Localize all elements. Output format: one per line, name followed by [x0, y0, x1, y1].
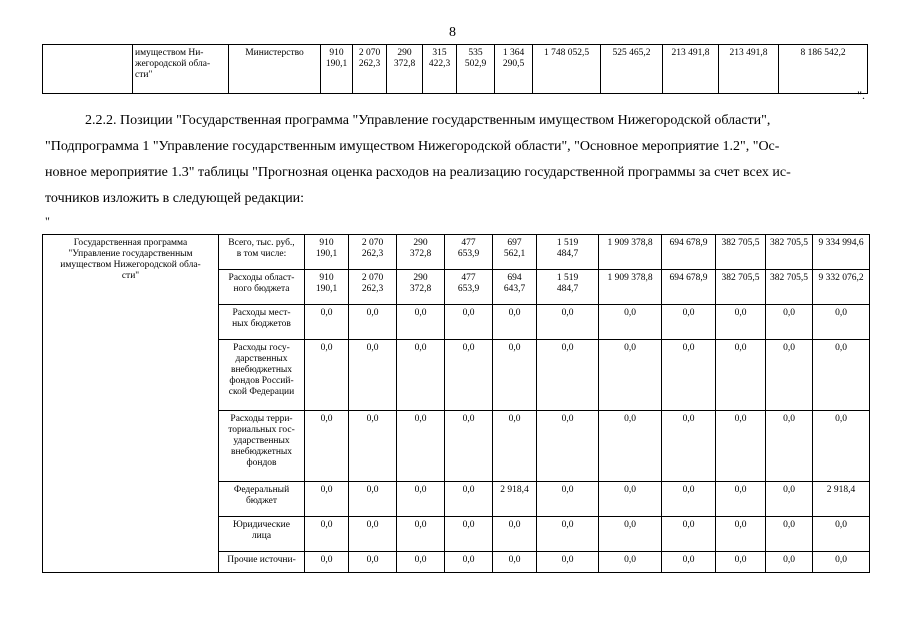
row-label-cell: Расходы госу- дарственных внебюджетных фондов Россий- ской Федерации: [219, 340, 305, 411]
value-cell: 0,0: [813, 305, 870, 340]
value-cell: 0,0: [537, 340, 599, 411]
value-cell: 910 190,1: [305, 235, 349, 270]
value-cell: 0,0: [662, 517, 716, 552]
responsible-cell: Министерство: [229, 45, 321, 94]
value-cell: 382 705,5: [716, 270, 766, 305]
value-cell: 0,0: [766, 552, 813, 573]
value-cell: 0,0: [349, 482, 397, 517]
value-cell: 0,0: [537, 411, 599, 482]
value-cell: 290 372,8: [397, 270, 445, 305]
value-cell: 910 190,1: [321, 45, 353, 94]
value-cell: 0,0: [813, 411, 870, 482]
value-cell: 0,0: [662, 552, 716, 573]
value-cell: 0,0: [305, 340, 349, 411]
value-cell: 0,0: [493, 552, 537, 573]
value-cell: 0,0: [662, 340, 716, 411]
value-cell: 1 748 052,5: [533, 45, 601, 94]
value-cell: 1 364 290,5: [495, 45, 533, 94]
value-cell: 1 909 378,8: [599, 235, 662, 270]
value-cell: 2 070 262,3: [349, 235, 397, 270]
value-cell: 0,0: [493, 340, 537, 411]
value-cell: 694 643,7: [493, 270, 537, 305]
opening-quote: ": [45, 214, 50, 228]
value-cell: 0,0: [662, 305, 716, 340]
value-cell: 477 653,9: [445, 235, 493, 270]
paragraph-line: "Подпрограмма 1 "Управление государственным имуществом Нижегородской области", "Основное мероприятие 1.2", "Ос-: [45, 139, 780, 154]
value-cell: 0,0: [716, 552, 766, 573]
program-name-cell: имуществом Ни- жегородской обла- сти": [133, 45, 229, 94]
value-cell: 315 422,3: [423, 45, 457, 94]
value-cell: 8 186 542,2: [779, 45, 868, 94]
value-cell: 697 562,1: [493, 235, 537, 270]
row-label-cell: Расходы мест- ных бюджетов: [219, 305, 305, 340]
value-cell: 382 705,5: [766, 270, 813, 305]
value-cell: 0,0: [397, 482, 445, 517]
value-cell: 9 332 076,2: [813, 270, 870, 305]
value-cell: 382 705,5: [716, 235, 766, 270]
table-row: [43, 235, 870, 270]
value-cell: 0,0: [397, 340, 445, 411]
value-cell: 694 678,9: [662, 270, 716, 305]
value-cell: 0,0: [599, 305, 662, 340]
value-cell: 1 519 484,7: [537, 270, 599, 305]
value-cell: 0,0: [397, 411, 445, 482]
value-cell: 0,0: [349, 305, 397, 340]
value-cell: 0,0: [305, 305, 349, 340]
value-cell: 0,0: [716, 517, 766, 552]
value-cell: 0,0: [537, 517, 599, 552]
value-cell: 0,0: [599, 517, 662, 552]
program-name-cell: Государственная программа "Управление государственным имуществом Нижегородской обла- сти": [43, 235, 219, 573]
value-cell: 0,0: [813, 340, 870, 411]
value-cell: 0,0: [766, 305, 813, 340]
value-cell: 0,0: [305, 482, 349, 517]
row-label-cell: Всего, тыс. руб., в том числе:: [219, 235, 305, 270]
value-cell: 2 070 262,3: [353, 45, 387, 94]
value-cell: 0,0: [397, 305, 445, 340]
value-cell: 0,0: [445, 482, 493, 517]
value-cell: 0,0: [349, 411, 397, 482]
value-cell: 0,0: [537, 552, 599, 573]
value-cell: 0,0: [599, 482, 662, 517]
forecast-table: [42, 234, 870, 573]
value-cell: 0,0: [445, 411, 493, 482]
value-cell: 0,0: [445, 552, 493, 573]
row-label-cell: Прочие источни-: [219, 552, 305, 573]
table-row: [43, 45, 868, 94]
value-cell: 0,0: [349, 340, 397, 411]
value-cell: 0,0: [662, 411, 716, 482]
value-cell: 0,0: [599, 552, 662, 573]
value-cell: 0,0: [493, 411, 537, 482]
value-cell: 382 705,5: [766, 235, 813, 270]
page-number: 8: [449, 25, 456, 40]
value-cell: 0,0: [445, 340, 493, 411]
value-cell: 0,0: [662, 482, 716, 517]
value-cell: 0,0: [716, 411, 766, 482]
value-cell: 0,0: [445, 305, 493, 340]
paragraph-line: точников изложить в следующей редакции:: [45, 191, 305, 206]
value-cell: 0,0: [599, 340, 662, 411]
value-cell: 0,0: [813, 517, 870, 552]
row-label-cell: Расходы област- ного бюджета: [219, 270, 305, 305]
top-table: [42, 44, 868, 94]
value-cell: 213 491,8: [663, 45, 719, 94]
value-cell: 0,0: [766, 517, 813, 552]
paragraph-line: новное мероприятие 1.3" таблицы "Прогнозная оценка расходов на реализацию государственной программы за счет всех ис-: [45, 165, 791, 180]
value-cell: 0,0: [537, 482, 599, 517]
value-cell: 0,0: [766, 482, 813, 517]
value-cell: 2 918,4: [493, 482, 537, 517]
value-cell: 525 465,2: [601, 45, 663, 94]
value-cell: 0,0: [716, 305, 766, 340]
value-cell: 1 519 484,7: [537, 235, 599, 270]
value-cell: 0,0: [766, 340, 813, 411]
closing-quote: ".: [857, 88, 865, 102]
value-cell: 290 372,8: [397, 235, 445, 270]
value-cell: 477 653,9: [445, 270, 493, 305]
value-cell: 0,0: [445, 517, 493, 552]
row-label-cell: Расходы терри- ториальных гос- ударственных внебюджетных фондов: [219, 411, 305, 482]
value-cell: 290 372,8: [387, 45, 423, 94]
value-cell: 535 502,9: [457, 45, 495, 94]
value-cell: 213 491,8: [719, 45, 779, 94]
value-cell: 0,0: [305, 411, 349, 482]
row-label-cell: Федеральный бюджет: [219, 482, 305, 517]
value-cell: 0,0: [537, 305, 599, 340]
value-cell: 0,0: [305, 552, 349, 573]
value-cell: 0,0: [397, 517, 445, 552]
value-cell: 2 070 262,3: [349, 270, 397, 305]
value-cell: 2 918,4: [813, 482, 870, 517]
value-cell: 0,0: [716, 482, 766, 517]
value-cell: 9 334 994,6: [813, 235, 870, 270]
empty-cell: [43, 45, 133, 94]
value-cell: 0,0: [813, 552, 870, 573]
value-cell: 910 190,1: [305, 270, 349, 305]
value-cell: 0,0: [716, 340, 766, 411]
value-cell: 1 909 378,8: [599, 270, 662, 305]
value-cell: 0,0: [349, 552, 397, 573]
row-label-cell: Юридические лица: [219, 517, 305, 552]
value-cell: 0,0: [305, 517, 349, 552]
value-cell: 0,0: [397, 552, 445, 573]
paragraph-line: 2.2.2. Позиции "Государственная программа "Управление государственным имуществом Нижегородской области",: [85, 113, 771, 128]
value-cell: 0,0: [493, 517, 537, 552]
value-cell: 0,0: [766, 411, 813, 482]
value-cell: 0,0: [599, 411, 662, 482]
value-cell: 694 678,9: [662, 235, 716, 270]
value-cell: 0,0: [493, 305, 537, 340]
value-cell: 0,0: [349, 517, 397, 552]
